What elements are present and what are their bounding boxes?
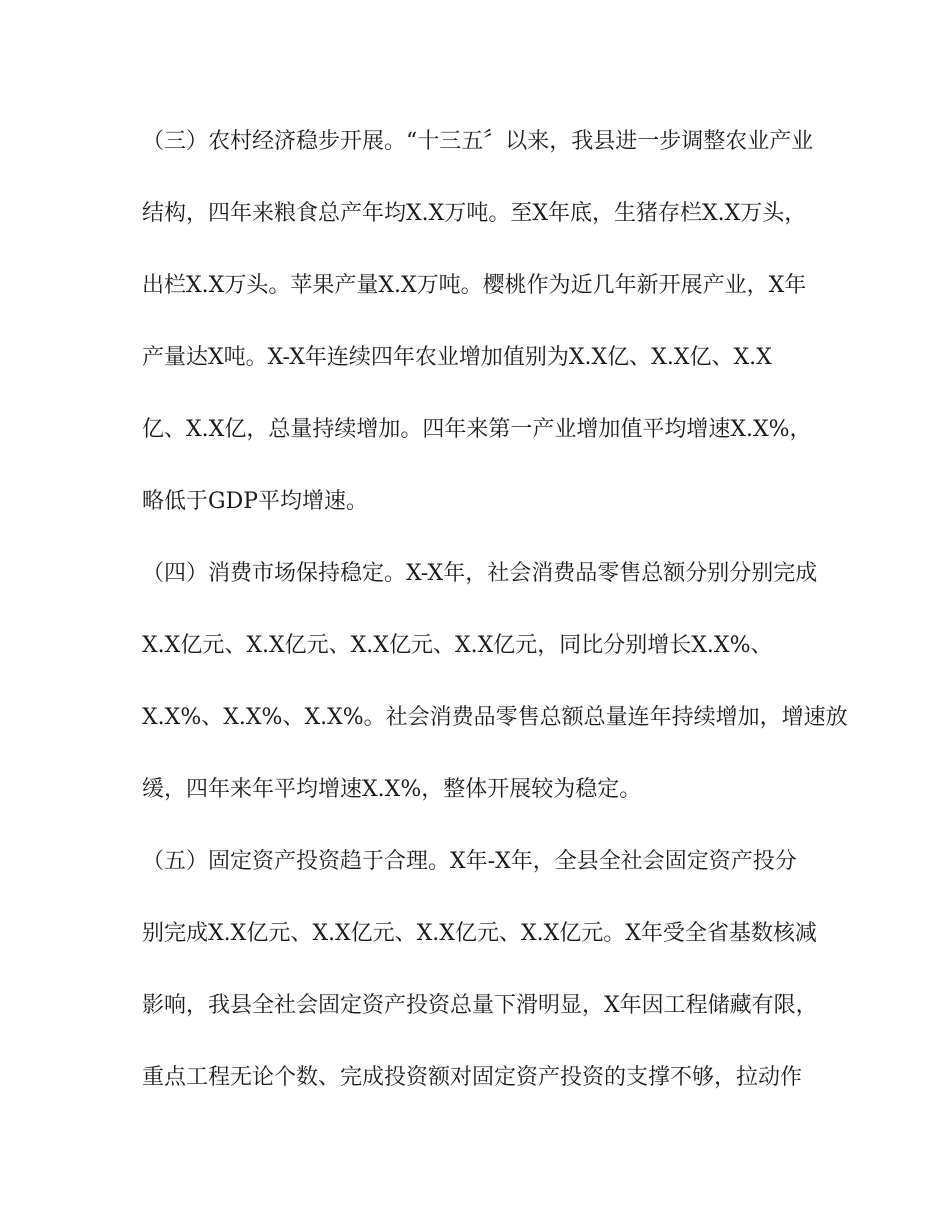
paragraph-4-line-2: X.X亿元、X.X亿元、X.X亿元、X.X亿元，同比分别增长X.X%、 — [142, 633, 773, 658]
paragraph-3-line-5: 亿、X.X亿，总量持续增加。四年来第一产业增加值平均增速X.X%， — [142, 417, 812, 442]
paragraph-5-line-3: 影响，我县全社会固定资产投资总量下滑明显，X年因工程储藏有限， — [142, 993, 818, 1018]
paragraph-5-line-2: 别完成X.X亿元、X.X亿元、X.X亿元、X.X亿元。X年受全省基数核减 — [142, 921, 817, 946]
paragraph-3-line-6: 略低于GDP平均增速。 — [142, 489, 369, 514]
paragraph-4-line-4: 缓，四年来年平均增速X.X%，整体开展较为稳定。 — [142, 777, 642, 802]
paragraph-3-line-1: （三）农村经济稳步开展。“十三五〞以来，我县进一步调整农业产业 — [142, 129, 814, 154]
paragraph-3-line-4: 产量达X吨。X-X年连续四年农业增加值别为X.X亿、X.X亿、X.X — [142, 345, 772, 370]
paragraph-3-line-2: 结构，四年来粮食总产年均X.X万吨。至X年底，生猪存栏X.X万头， — [142, 201, 807, 226]
paragraph-4-line-1: （四）消费市场保持稳定。X-X年，社会消费品零售总额分别分别完成 — [142, 561, 818, 586]
paragraph-5-line-1: （五）固定资产投资趋于合理。X年-X年，全县全社会固定资产投分 — [142, 849, 797, 874]
paragraph-3-line-3: 出栏X.X万头。苹果产量X.X万吨。樱桃作为近几年新开展产业，X年 — [142, 273, 807, 298]
paragraph-4-line-3: X.X%、X.X%、X.X%。社会消费品零售总额总量连年持续增加，增速放 — [142, 705, 848, 730]
paragraph-5-line-4: 重点工程无论个数、完成投资额对固定资产投资的支撑不够，拉动作 — [142, 1065, 803, 1090]
